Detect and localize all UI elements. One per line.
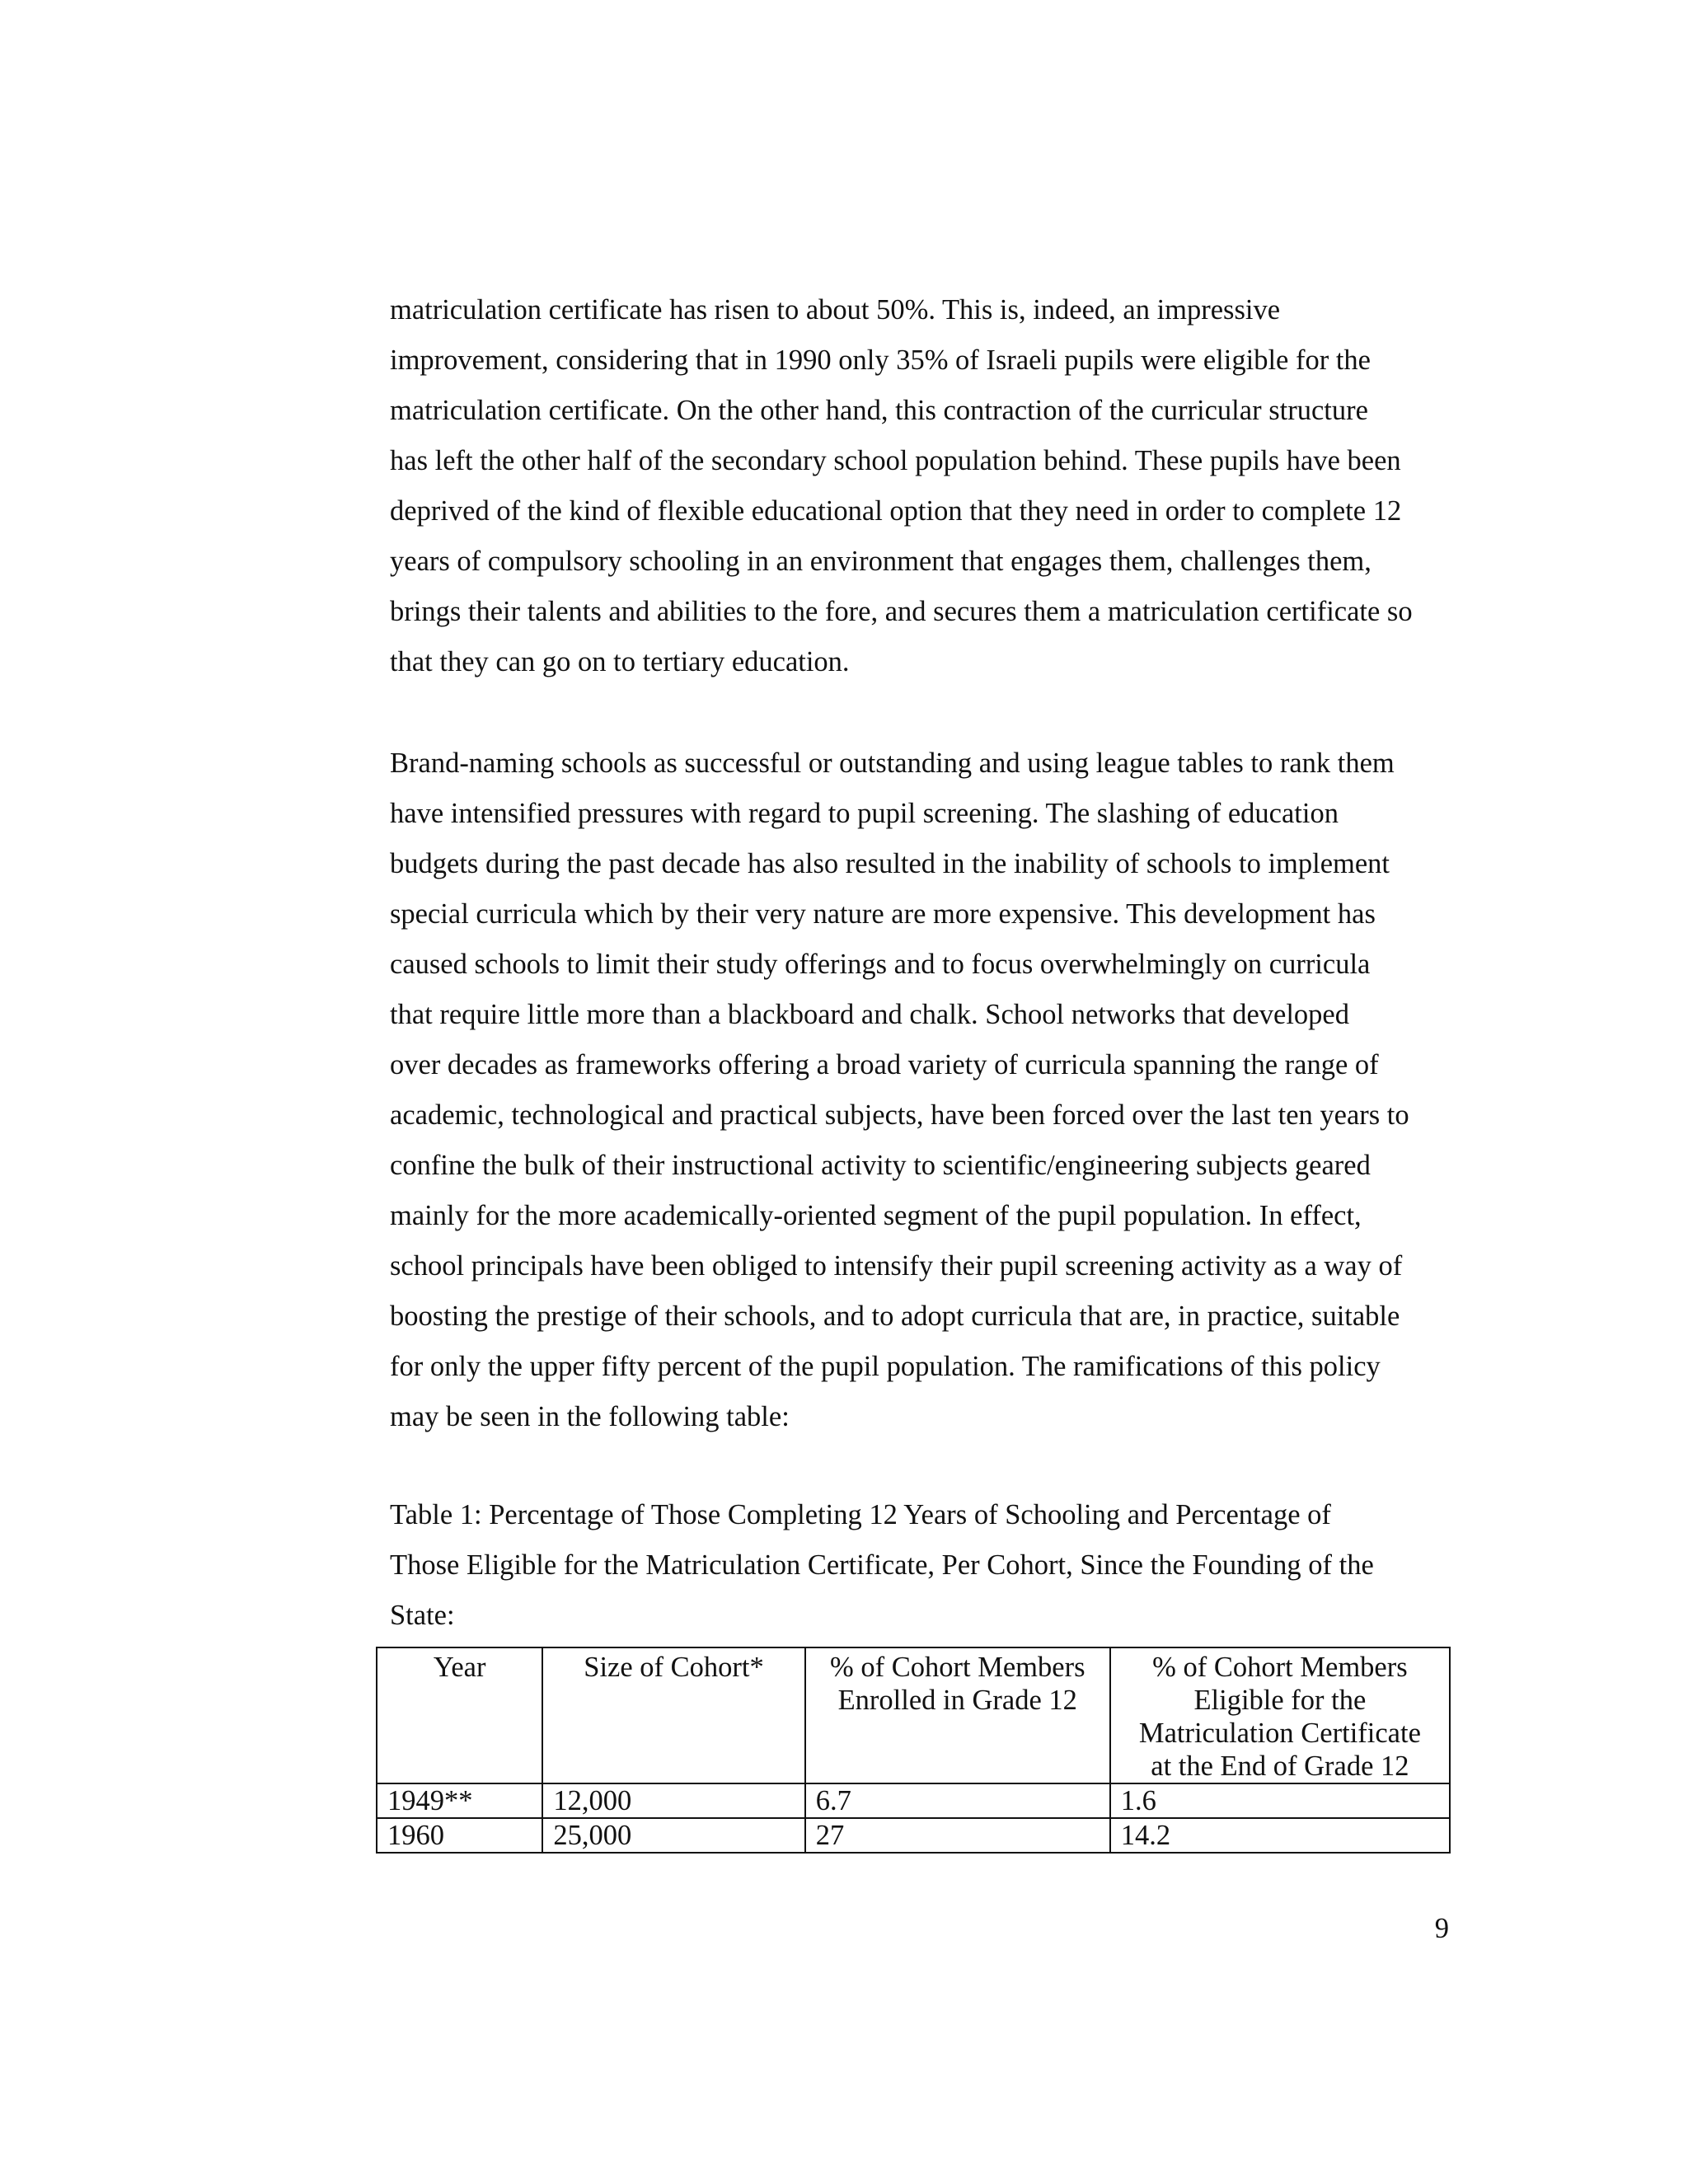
- header-line: at the End of Grade 12: [1151, 1750, 1409, 1782]
- cell-eligible: 14.2: [1110, 1818, 1450, 1853]
- body-paragraph-2: [390, 738, 1461, 1442]
- paragraph-line: may be seen in the following table:: [390, 1401, 790, 1432]
- paragraph-line: improvement, considering that in 1990 only 35% of Israeli pupils were eligible for the: [390, 344, 1371, 376]
- paragraph-line: budgets during the past decade has also resulted in the inability of schools to implement: [390, 848, 1390, 879]
- table-caption: [390, 1490, 1461, 1641]
- cell-year: 1960: [377, 1818, 542, 1853]
- header-enrolled-grade-12: [805, 1647, 1110, 1783]
- header-year: [377, 1647, 542, 1783]
- cell-size-of-cohort: 25,000: [542, 1818, 804, 1853]
- header-line: % of Cohort Members: [830, 1652, 1085, 1683]
- paragraph-line: boosting the prestige of their schools, and to adopt curricula that are, in practice, suitable: [390, 1301, 1400, 1332]
- page-number: 9: [1434, 1913, 1449, 1944]
- header-line: Year: [433, 1652, 486, 1683]
- table-row: [377, 1818, 1450, 1853]
- paragraph-line: confine the bulk of their instructional activity to scientific/engineering subjects geared: [390, 1150, 1371, 1181]
- paragraph-line: that require little more than a blackboard and chalk. School networks that developed: [390, 999, 1349, 1030]
- paragraph-line: matriculation certificate. On the other hand, this contraction of the curricular structure: [390, 395, 1368, 426]
- paragraph-line: for only the upper fifty percent of the pupil population. The ramifications of this policy: [390, 1351, 1381, 1382]
- table-header-row: [377, 1647, 1450, 1783]
- header-size-of-cohort: [542, 1647, 804, 1783]
- paragraph-line: mainly for the more academically-oriented segment of the pupil population. In effect,: [390, 1200, 1362, 1231]
- paragraph-line: has left the other half of the secondary school population behind. These pupils have been: [390, 445, 1401, 476]
- paragraph-line: deprived of the kind of flexible educational option that they need in order to complete 12: [390, 495, 1402, 527]
- cell-eligible: 1.6: [1110, 1783, 1450, 1818]
- paragraph-line: school principals have been obliged to intensify their pupil screening activity as a way of: [390, 1250, 1403, 1282]
- paragraph-line: that they can go on to tertiary education.: [390, 646, 850, 677]
- header-line: Size of Cohort*: [584, 1652, 764, 1683]
- cell-size-of-cohort: 12,000: [542, 1783, 804, 1818]
- paragraph-line: Brand-naming schools as successful or outstanding and using league tables to rank them: [390, 748, 1395, 779]
- header-line: Matriculation Certificate: [1138, 1718, 1421, 1749]
- paragraph-line: academic, technological and practical subjects, have been forced over the last ten years to: [390, 1099, 1409, 1131]
- header-line: Enrolled in Grade 12: [837, 1685, 1077, 1716]
- paragraph-line: caused schools to limit their study offerings and to focus overwhelmingly on curricula: [390, 949, 1371, 980]
- paragraph-line: over decades as frameworks offering a broad variety of curricula spanning the range of: [390, 1049, 1379, 1080]
- header-line: Eligible for the: [1193, 1685, 1367, 1716]
- cell-enrolled: 27: [805, 1818, 1110, 1853]
- body-paragraph-1: [390, 285, 1461, 687]
- header-line: % of Cohort Members: [1152, 1652, 1408, 1683]
- cell-year: 1949**: [377, 1783, 542, 1818]
- paragraph-line: brings their talents and abilities to the fore, and secures them a matriculation certificate so: [390, 596, 1413, 627]
- caption-line: State:: [390, 1600, 455, 1631]
- paragraph-line: special curricula which by their very nature are more expensive. This development has: [390, 898, 1376, 930]
- header-eligible-matriculation: [1110, 1647, 1450, 1783]
- cell-enrolled: 6.7: [805, 1783, 1110, 1818]
- paragraph-line: have intensified pressures with regard to pupil screening. The slashing of education: [390, 798, 1339, 829]
- caption-line: Those Eligible for the Matriculation Certificate, Per Cohort, Since the Founding of the: [390, 1549, 1374, 1581]
- paragraph-line: matriculation certificate has risen to about 50%. This is, indeed, an impressive: [390, 294, 1281, 326]
- caption-line: Table 1: Percentage of Those Completing 12 Years of Schooling and Percentage of: [390, 1499, 1331, 1530]
- paragraph-line: years of compulsory schooling in an environment that engages them, challenges them,: [390, 546, 1372, 577]
- table-row: [377, 1783, 1450, 1818]
- cohort-table: [376, 1647, 1451, 1854]
